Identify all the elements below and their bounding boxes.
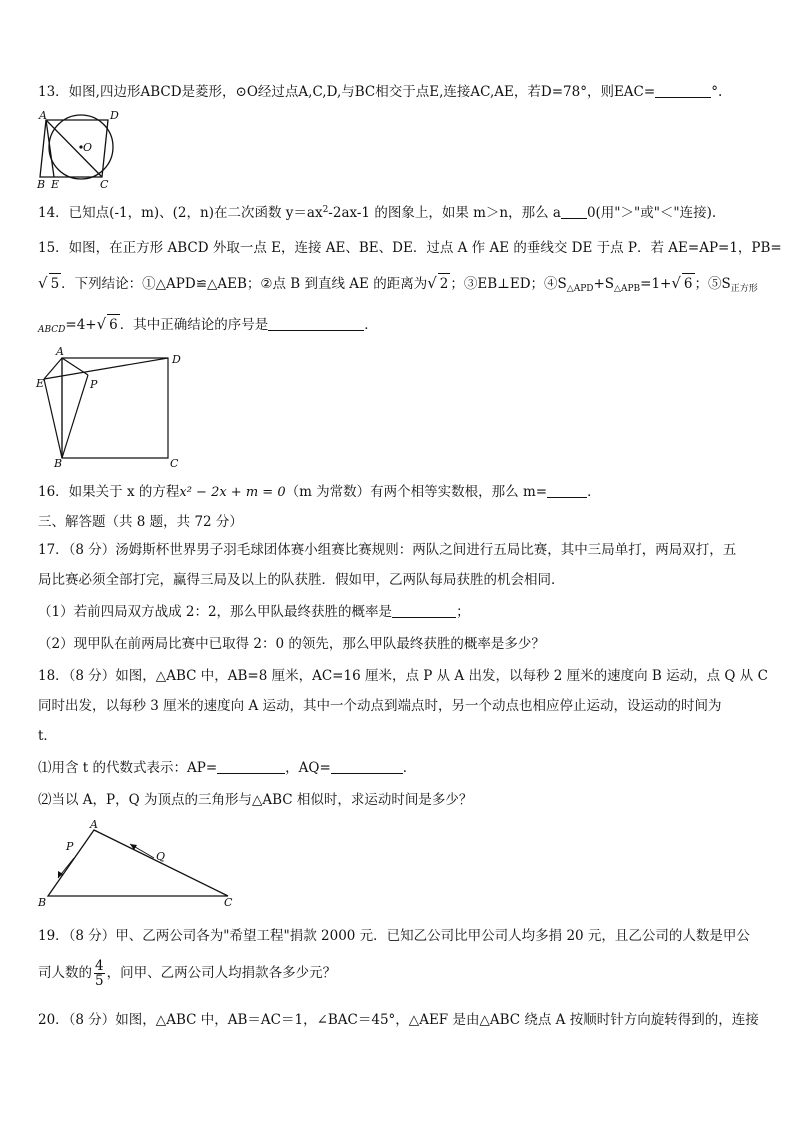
q15-line2-b: ；③EB⊥ED；④S xyxy=(450,276,567,292)
section-3-heading: 三、解答题（共 8 题，共 72 分） xyxy=(38,514,243,530)
q17-part1 xyxy=(38,602,764,622)
q18-ap-blank[interactable] xyxy=(217,759,285,774)
label-d: D xyxy=(172,353,181,366)
q16-text-b: （m 为常数）有两个相等实数根，那么 m= xyxy=(285,484,548,500)
question-14 xyxy=(38,200,764,223)
q15-line3-sub: ABCD xyxy=(38,325,66,335)
q17-part1-text: （1）若前四局双方战成 2：2，那么甲队最终获胜的概率是 xyxy=(38,604,393,620)
label-a: A xyxy=(39,110,47,122)
segment-ap xyxy=(62,358,88,375)
label-c: C xyxy=(170,457,179,470)
q19-line2-a: 司人数的 xyxy=(38,965,92,981)
q18-part1 xyxy=(38,758,764,778)
q15-sqrt6-b: 6 xyxy=(107,314,120,335)
triangle-abc xyxy=(48,830,228,896)
q15-line3-c: ． xyxy=(364,317,378,333)
q15-figure xyxy=(34,344,184,472)
q15-answer-blank[interactable] xyxy=(268,316,364,331)
q17-part1-end: ； xyxy=(456,604,470,620)
segment-ac xyxy=(46,120,102,177)
segment-bp xyxy=(62,375,88,458)
q15-sqrt5: 5 xyxy=(49,273,62,294)
label-p: P xyxy=(66,840,74,853)
label-p: P xyxy=(90,378,98,391)
label-b: B xyxy=(38,896,47,909)
question-15-line-1 xyxy=(38,238,782,258)
q18-part1-c: ． xyxy=(402,760,417,776)
q16-text-a: 16．如果关于 x 的方程 xyxy=(38,484,180,500)
label-b: B xyxy=(54,457,63,470)
sqrt-icon: √ xyxy=(671,274,681,292)
label-q: Q xyxy=(156,850,166,863)
q14-text-b: -2ax-1 的图象上，如果 m＞n，那么 a xyxy=(328,205,561,221)
q19-line1: 19．（8 分）甲、乙两公司各为"希望工程"捐款 2000 元．已知乙公司比甲公司人均多捐 20 元，且乙公司的人数是甲公 xyxy=(38,928,750,944)
label-c: C xyxy=(100,178,109,190)
segment-be xyxy=(44,379,62,458)
q14-superscript: 2 xyxy=(322,205,329,215)
q18-line2: 同时出发，以每秒 3 厘米的速度向 A 运动，其中一个动点到端点时，另一个动点也相应停止运动，设运动的时间为 xyxy=(38,698,722,714)
label-a: A xyxy=(56,345,64,358)
label-a: A xyxy=(90,818,98,831)
q15-sub2: △APB xyxy=(614,284,641,294)
q16-answer-blank[interactable] xyxy=(547,483,587,498)
q15-line1: 15．如图，在正方形 ABCD 外取一点 E，连接 AE、BE、DE．过点 A 作 AE 的垂线交 DE 于点 P．若 AE=AP=1，PB= xyxy=(38,240,782,256)
q18-part1-b: ，AQ= xyxy=(285,760,331,776)
q16-text-c: ． xyxy=(587,484,601,500)
q20-line1: 20．（8 分）如图，△ABC 中，AB＝AC＝1，∠BAC＝45°，△AEF 是由△ABC 绕点 A 按顺时针方向旋转得到的，连接 xyxy=(38,1012,759,1028)
q15-sqrt2: 2 xyxy=(438,273,451,294)
q19-line2-b: ，问甲、乙两公司人均捐款各多少元？ xyxy=(106,965,337,981)
label-d: D xyxy=(110,110,119,122)
label-e: E xyxy=(51,178,60,190)
sqrt-icon: √ xyxy=(38,274,48,292)
q15-sqrt6: 6 xyxy=(682,273,695,294)
q14-text-c: 0(用"＞"或"＜"连接). xyxy=(586,205,717,221)
label-c: C xyxy=(224,896,233,909)
q18-line1: 18．（8 分）如图，△ABC 中，AB=8 厘米，AC=16 厘米，点 P 从 A 出发，以每秒 2 厘米的速度向 B 运动，点 Q 从 C xyxy=(38,668,768,684)
q14-answer-blank[interactable] xyxy=(561,204,587,219)
q16-equation: x² − 2x + m = 0 xyxy=(179,485,286,500)
question-13 xyxy=(38,82,764,102)
sqrt-icon: √ xyxy=(427,274,437,292)
question-15-line-2 xyxy=(38,273,764,299)
question-15-line-3 xyxy=(38,314,764,340)
q15-line2-a: ．下列结论：①△APD≌△AEB；②点 B 到直线 AE 的距离为 xyxy=(61,276,428,292)
sqrt-icon: √ xyxy=(96,315,107,333)
q18-aq-blank[interactable] xyxy=(331,759,403,774)
segment-ae xyxy=(46,120,54,177)
label-b: B xyxy=(37,178,46,190)
label-o: O xyxy=(83,141,93,154)
q18-line3: t． xyxy=(38,728,57,744)
q19-frac-den: 5 xyxy=(95,973,104,989)
q19-fraction xyxy=(94,959,105,988)
q13-text: 13．如图,四边形ABCD是菱形，⊙O经过点A,C,D,与BC相交于点E,连接AC,AE，若D=78°，则EAC= xyxy=(38,84,656,100)
q19-line2 xyxy=(38,958,764,988)
q18-part1-a: ⑴用含 t 的代数式表示：AP= xyxy=(38,760,218,776)
q15-line3-b: ．其中正确结论的序号是 xyxy=(119,317,269,333)
q15-line2-d: =1+ xyxy=(640,276,672,292)
q13-suffix: °. xyxy=(711,84,723,100)
q17-line1: 17．（8 分）汤姆斯杯世界男子羽毛球团体赛小组赛比赛规则：两队之间进行五局比赛，其中三局单打，两局双打，五 xyxy=(38,542,737,558)
q15-line3-a: =4+ xyxy=(65,317,97,333)
q19-frac-num: 4 xyxy=(95,958,104,974)
q17-answer-blank[interactable] xyxy=(392,603,456,618)
q13-figure xyxy=(36,110,126,190)
q18-part2: ⑵当以 A，P，Q 为顶点的三角形与△ABC 相似时，求运动时间是多少？ xyxy=(38,792,473,808)
q15-sub3: 正方形 xyxy=(730,284,758,294)
q15-line2-e: ；⑤S xyxy=(694,276,731,292)
question-16 xyxy=(38,482,764,503)
q15-sub1: △APD xyxy=(566,284,594,294)
label-e: E xyxy=(36,377,45,390)
q18-figure xyxy=(34,818,244,910)
q14-text-a: 14．已知点(-1，m)、(2，n)在二次函数 y＝ax xyxy=(38,205,323,221)
q13-answer-blank[interactable] xyxy=(655,83,711,98)
q17-line2: 局比赛必须全部打完，赢得三局及以上的队获胜．假如甲，乙两队每局获胜的机会相同． xyxy=(38,572,565,588)
q15-line2-c: +S xyxy=(593,276,615,292)
q17-part2: （2）现甲队在前两局比赛中已取得 2：0 的领先，那么甲队最终获胜的概率是多少？ xyxy=(38,636,545,652)
